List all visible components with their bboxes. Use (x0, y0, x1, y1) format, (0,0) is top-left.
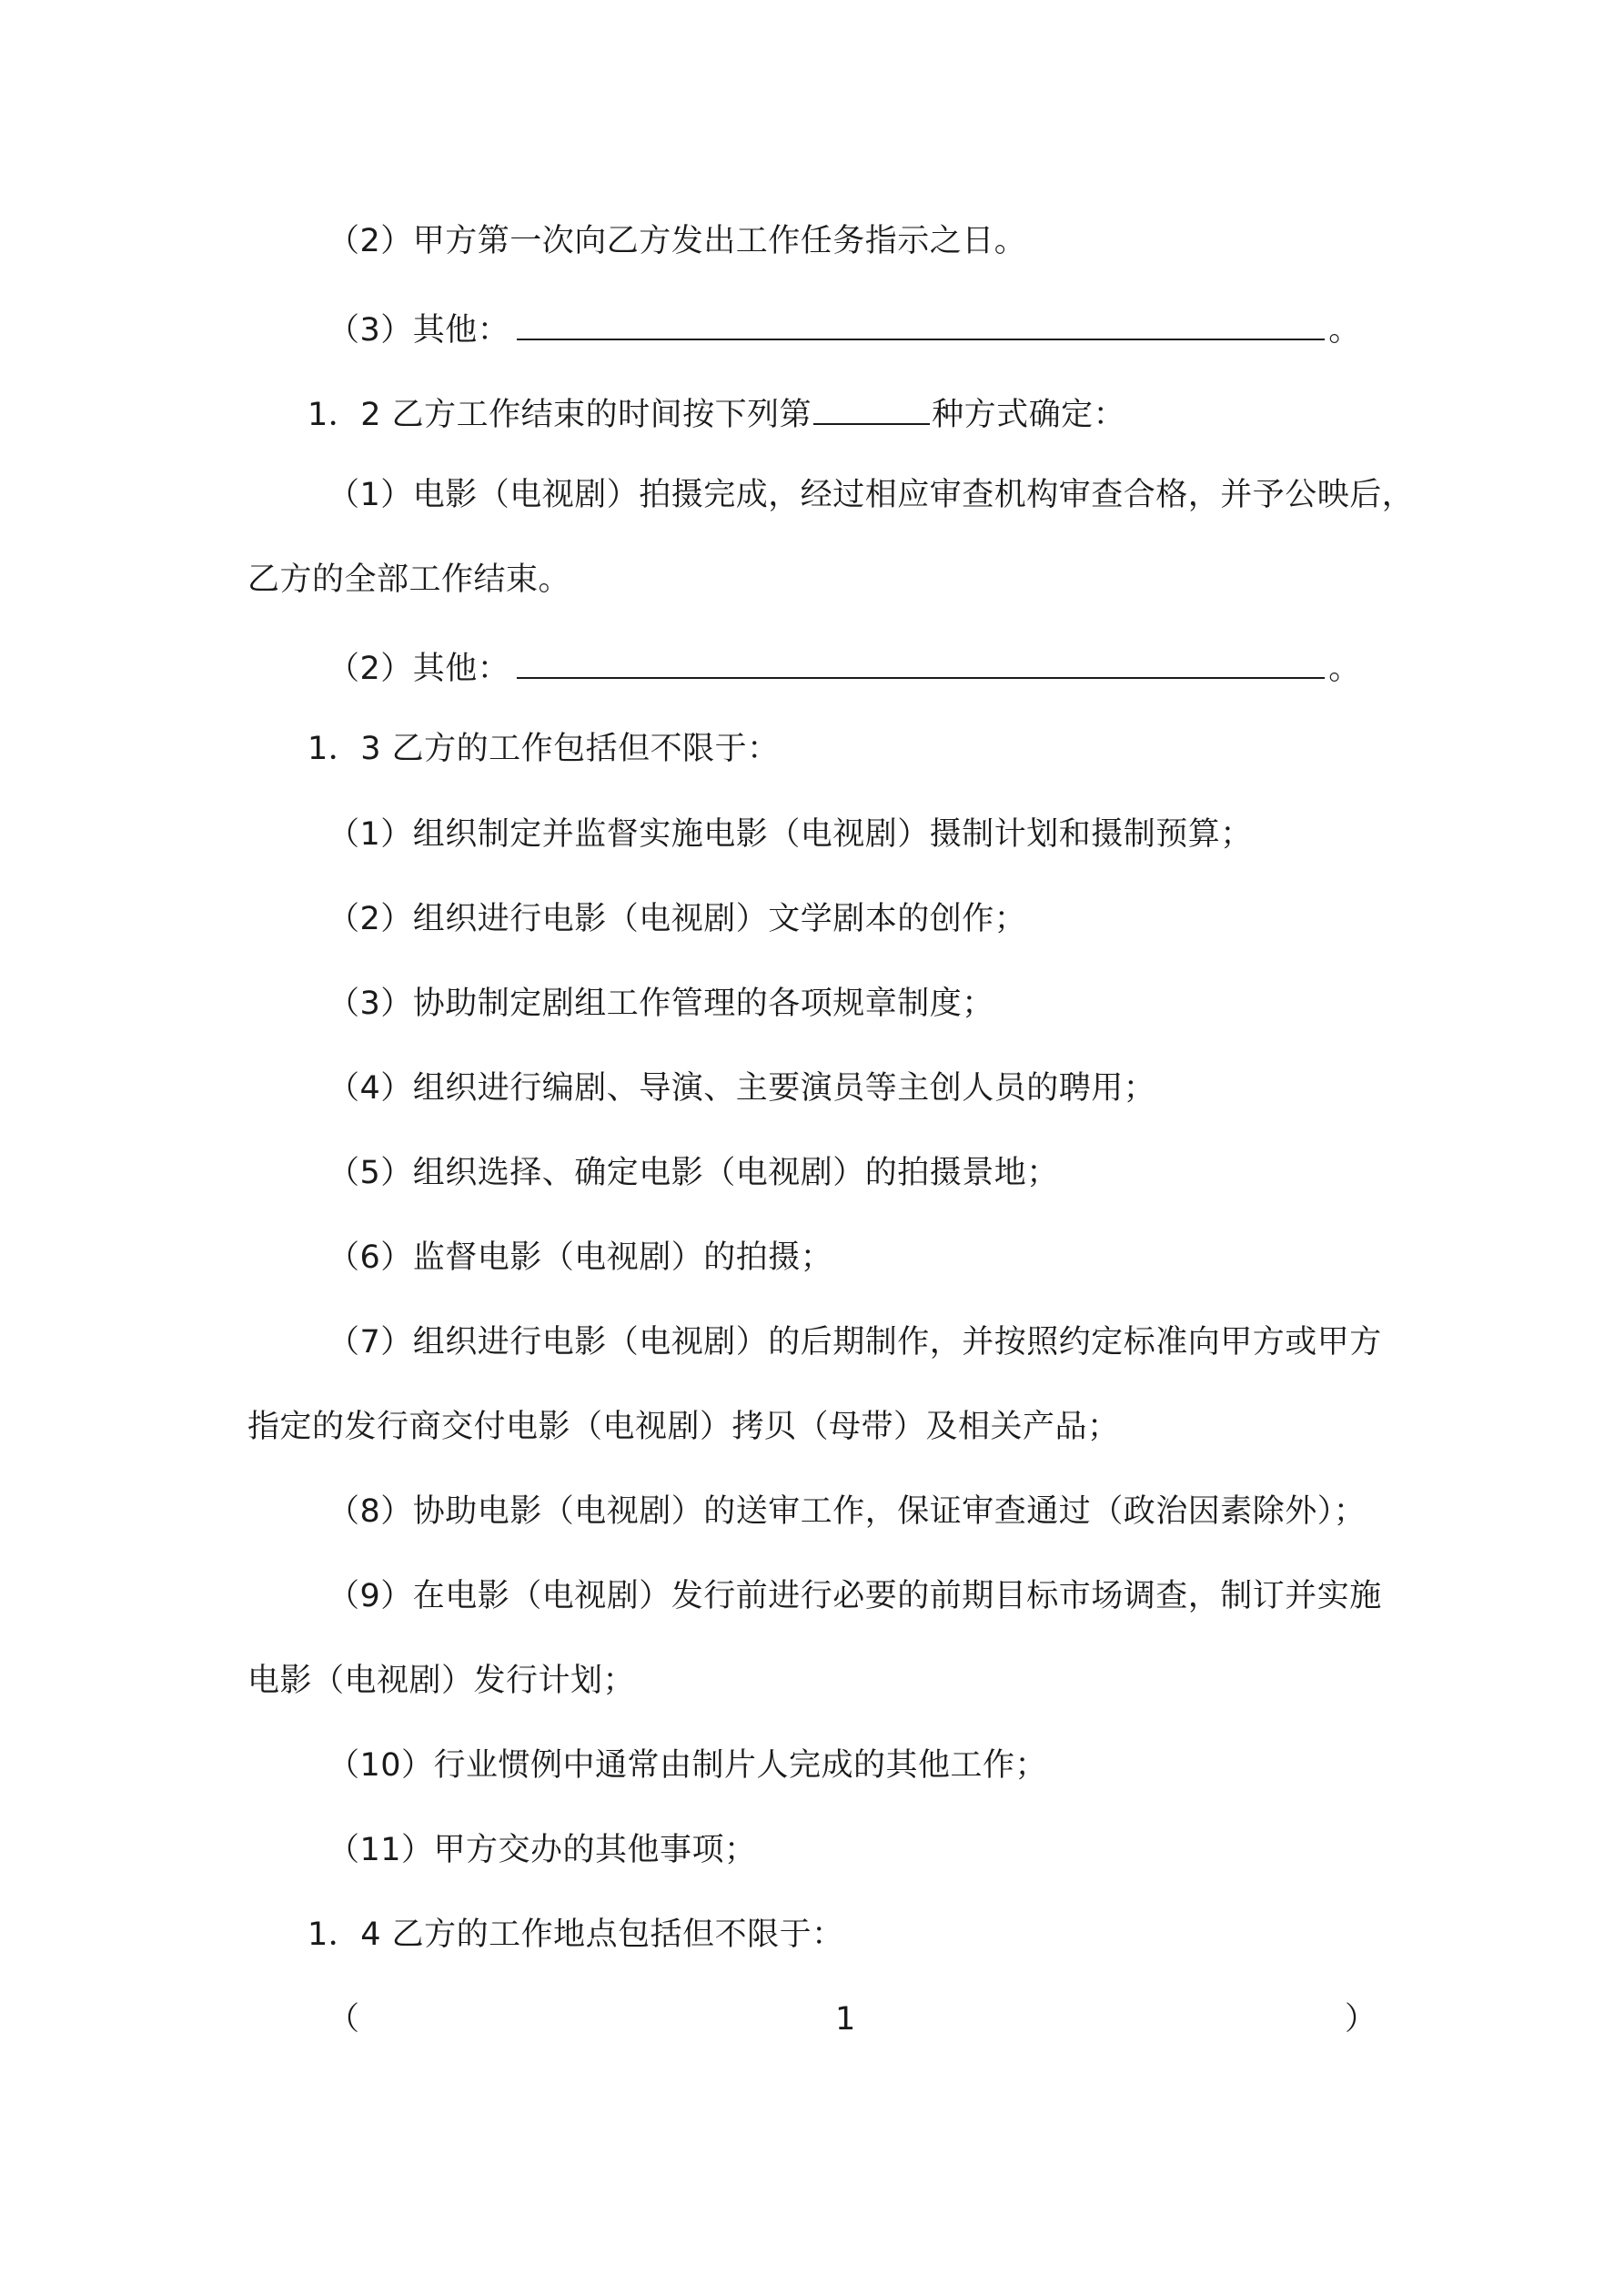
list-marker-close: ） (1345, 2001, 1377, 2038)
clause-line: （8）协助电影（电视剧）的送审工作，保证审查通过（政治因素除外）； (328, 1493, 1367, 1530)
fill-blank[interactable] (517, 306, 1325, 340)
clause-line-continued: 乙方的全部工作结束。 (247, 561, 571, 598)
clause-line: （1）电影（电视剧）拍摄完成，经过相应审查机构审查合格，并予公映后， (328, 477, 1415, 513)
clause-line: （6）监督电影（电视剧）的拍摄； (328, 1239, 833, 1276)
clause-line: （1）组织制定并监督实施电影（电视剧）摄制计划和摄制预算； (328, 816, 1253, 853)
line-prefix: （3）其他： (328, 312, 510, 349)
clause-line: （2）甲方第一次向乙方发出工作任务指示之日。 (328, 223, 1027, 259)
line-suffix: 。 (1328, 312, 1361, 349)
line-suffix: 种方式确定： (932, 397, 1126, 433)
list-marker-number: 1 (835, 2001, 856, 2038)
clause-line: （5）组织选择、确定电影（电视剧）的拍摄景地； (328, 1155, 1059, 1191)
section-heading: 1．3 乙方的工作包括但不限于： (308, 731, 780, 767)
clause-line-other (328, 644, 1361, 689)
clause-line: （10）行业惯例中通常由制片人完成的其他工作； (328, 1747, 1048, 1784)
list-marker-open: （ (328, 2001, 360, 2038)
clause-line: （4）组织进行编剧、导演、主要演员等主创人员的聘用； (328, 1070, 1156, 1107)
clause-line: （2）组织进行电影（电视剧）文学剧本的创作； (328, 901, 1027, 937)
clause-line-other (328, 306, 1361, 350)
section-heading: 1．4 乙方的工作地点包括但不限于： (308, 1917, 844, 1953)
line-prefix: （2）其他： (328, 651, 510, 687)
fill-blank[interactable] (813, 390, 930, 425)
clause-line-continued: 指定的发行商交付电影（电视剧）拷贝（母带）及相关产品； (247, 1409, 1120, 1445)
clause-line: （11）甲方交办的其他事项； (328, 1832, 757, 1868)
clause-line: （9）在电影（电视剧）发行前进行必要的前期目标市场调查，制订并实施 (328, 1578, 1382, 1614)
fill-blank[interactable] (517, 644, 1325, 679)
section-heading (308, 390, 1125, 435)
clause-line: （7）组织进行电影（电视剧）的后期制作，并按照约定标准向甲方或甲方 (328, 1324, 1382, 1360)
clause-line-continued: 电影（电视剧）发行计划； (247, 1663, 636, 1699)
clause-line: （3）协助制定剧组工作管理的各项规章制度； (328, 986, 994, 1022)
line-suffix: 。 (1328, 651, 1361, 687)
line-prefix: 1．2 乙方工作结束的时间按下列第 (308, 397, 812, 433)
